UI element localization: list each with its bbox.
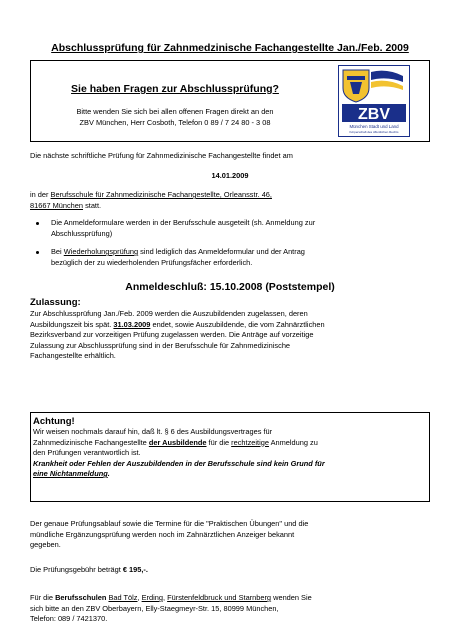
achtung-responsible-party: der Ausbildende xyxy=(148,437,207,447)
fee-pre: Die Prüfungsgebühr beträgt xyxy=(30,565,123,574)
bullet-icon xyxy=(36,222,39,225)
achtung-line-2-mid: für die xyxy=(206,437,232,447)
achtung-line-4: Krankheit oder Fehlen der Auszubildenden in der Berufsschule sind kein Grund für xyxy=(33,458,325,468)
ablauf-line-2: mündliche Ergänzungsprüfung werden noch im Zahnärztlichen Anzeiger bekannt xyxy=(30,529,295,539)
zulassung-line-3: Bezirksverband zur vorzeitigen Prüfung zugelassen werden. Die Anträge auf vorzeitige xyxy=(30,330,314,339)
zbv-logo xyxy=(338,65,410,137)
berufsschulen-line-3: Telefon: 089 / 7421370. xyxy=(30,614,108,623)
fee-amount: € 195,-. xyxy=(122,565,148,574)
achtung-box xyxy=(30,412,430,502)
registration-deadline: Anmeldeschluß: 15.10.2008 (Poststempel) xyxy=(125,281,335,293)
list-item xyxy=(30,218,430,239)
bullet-1-line-1: Die Anmeldeformulare werden in der Berufsschule ausgeteilt (sh. Anmeldung zur xyxy=(51,218,316,227)
ablauf-line-3: gegeben. xyxy=(30,540,61,549)
achtung-line-3: den Prüfungen verantwortlich ist. xyxy=(33,448,141,457)
logo-text: ZBV xyxy=(358,106,390,123)
info-bullet-list xyxy=(30,218,430,276)
achtung-line-1: Wir weisen nochmals darauf hin, daß lt. § 6 des Ausbildungsvertrages für xyxy=(33,427,273,436)
zulassung-line-1: Zur Abschlussprüfung Jan./Feb. 2009 werden die Auszubildenden zugelassen, deren xyxy=(30,309,308,318)
school-link-erding[interactable]: Erding xyxy=(141,593,163,602)
question-heading: Sie haben Fragen zur Abschlussprüfung? xyxy=(71,83,279,95)
ablauf-text xyxy=(30,519,430,551)
separator: , xyxy=(163,593,168,602)
achtung-heading: Achtung! xyxy=(33,416,75,427)
question-line-2: ZBV München, Herr Cosboth, Telefon 0 89 / 7 24 80 - 3 08 xyxy=(79,118,271,127)
bullet-1-line-2: Abschlussprüfung) xyxy=(51,228,113,238)
achtung-line-5-dot: . xyxy=(107,469,110,478)
exam-location xyxy=(30,190,430,211)
zulassung-line-2-post: endet, sowie Auszubildende, die vom Zahnärztlichen xyxy=(150,319,325,329)
zulassung-line-4: Zulassung zur Abschlussprüfung sind in der Berufsschule für Zahnmedizinische xyxy=(30,340,291,350)
question-line-1: Bitte wenden Sie sich bei allen offenen Fragen direkt an den xyxy=(76,107,274,116)
list-item xyxy=(30,247,430,268)
bullet-2-post: sind lediglich das Anmeldeformular und der Antrag xyxy=(138,247,305,256)
location-suffix: statt. xyxy=(83,200,102,210)
fee-text xyxy=(30,565,430,576)
zulassung-heading: Zulassung: xyxy=(30,297,81,308)
zulassung-line-2-pre: Ausbildungszeit bis spät. xyxy=(30,319,114,329)
bullet-2-line-2: bezüglich der zu wiederholenden Prüfungsfächer erforderlich. xyxy=(51,257,253,267)
question-text xyxy=(31,106,319,128)
berufsschulen-pre: Für die xyxy=(30,593,56,602)
ablauf-line-1: Der genaue Prüfungsablauf sowie die Termine für die "Praktischen Übungen" und die xyxy=(30,519,309,528)
logo-subtitle-1: München Stadt und Land xyxy=(349,124,399,129)
zulassung-deadline-date: 31.03.2009 xyxy=(113,319,151,329)
separator: , xyxy=(137,593,142,602)
location-link-city[interactable]: 81667 München xyxy=(30,200,84,210)
berufsschulen-post: wenden Sie xyxy=(271,593,312,602)
document-title: Abschlussprüfung für Zahnmedzinische Fachangestellte Jan./Feb. 2009 xyxy=(51,42,409,54)
achtung-line-2-post: Anmeldung zu xyxy=(268,437,318,447)
school-link-bad-toelz[interactable]: Bad Tölz xyxy=(108,593,138,602)
question-box xyxy=(30,60,430,142)
zbv-crest-icon xyxy=(339,66,409,136)
logo-subtitle-2: Körperschaft des öffentlichen Rechts xyxy=(349,130,399,134)
repeat-exam-link[interactable]: Wiederholungsprüfung xyxy=(63,247,139,256)
bullet-icon xyxy=(36,251,39,254)
bullet-2-pre: Bei xyxy=(51,247,64,256)
school-link-fuerstenfeldbruck-starnberg[interactable]: Fürstenfeldbruck und Starnberg xyxy=(167,593,272,602)
berufsschulen-bold: Berufsschulen xyxy=(55,593,107,602)
exam-date: 14.01.2009 xyxy=(211,171,249,180)
zulassung-line-5: Fachangestellte erhältlich. xyxy=(30,351,116,360)
berufsschulen-text xyxy=(30,593,430,625)
intro-text: Die nächste schriftliche Prüfung für Zahnmedizinische Fachangestellte findet am xyxy=(30,151,293,160)
achtung-timely-link[interactable]: rechtzeitige xyxy=(231,437,269,447)
berufsschulen-line-2: sich bitte an den ZBV Oberbayern, Elly-Staegmeyr-Str. 15, 80999 München, xyxy=(30,603,279,613)
zulassung-text xyxy=(30,309,430,362)
achtung-line-2-pre: Zahnmedizinische Fachangestellte xyxy=(33,437,149,447)
location-link-school[interactable]: Berufsschule für Zahnmedizinische Fachangestellte, Orleansstr. 46, xyxy=(50,190,272,199)
achtung-line-5: eine Nichtanmeldung xyxy=(33,469,108,478)
location-prefix: in der xyxy=(30,190,51,199)
